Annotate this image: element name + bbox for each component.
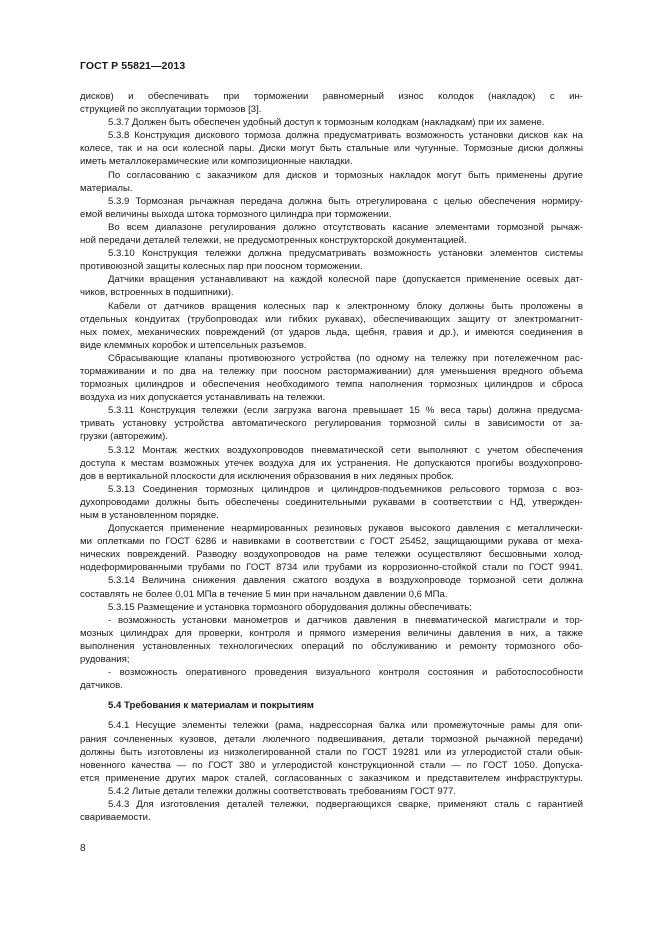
text-line: тормаживании и по два на тележку при поосном растормаживании) для уменьшения вредного объема [80, 365, 583, 377]
text-line: материалы. [80, 182, 133, 194]
text-line: свариваемости. [80, 812, 151, 824]
text-line: Кабели от датчиков вращения колесных пар к электронному блоку должны быть проложены в [108, 300, 583, 312]
text-line: 5.3.9 Тормозная рычажная передача должна быть отрегулирована с целью обеспечения нормиру- [108, 195, 583, 207]
text-line: 5.4.1 Несущие элементы тележки (рама, надрессорная балка или промежуточные рамы для опи- [108, 720, 583, 732]
text-line: 5.3.14 Величина снижения давления сжатого воздуха в воздухопроводе тормозной сети должна [108, 575, 583, 587]
text-line: составлять не более 0,01 МПа в течение 5 мин при начальном давлении 0,6 МПа. [80, 588, 448, 600]
text-line: 5.3.13 Соединения тормозных цилиндров и цилиндров-подъемников рельсового тормоза с воз- [108, 483, 583, 495]
text-line: Датчики вращения устанавливают на каждой колесной паре (допускается применение осевых дат- [108, 274, 583, 286]
text-line: - возможность оперативного проведения визуального контроля состояния и работоспособности [108, 667, 583, 679]
text-line: иметь металлокерамические или композиционные накладки. [80, 156, 353, 168]
text-line: противоюзной защиты колесных пар при поосном торможении. [80, 261, 363, 273]
text-line: 5.3.7 Должен быть обеспечен удобный доступ к тормозным колодкам (накладкам) при их замене. [108, 117, 545, 129]
text-line: Сбрасывающие клапаны противоюзного устройства (по одному на тележку при потележечном рас- [108, 352, 583, 364]
text-line: Во всем диапазоне регулирования должно отсутствовать касание элементами тормозной рычаж- [108, 221, 583, 233]
text-line: грузки (авторежим). [80, 431, 168, 443]
text-line: доступа к местам возможных утечек воздуха для их устранения. Не допускаются прогибы воздухопрово- [80, 457, 583, 469]
text-line: новенного качества — по ГОСТ 380 и углеродистой конструкционной стали — по ГОСТ 1050. Допуска- [80, 759, 583, 771]
text-line: 5.3.11 Конструкция тележки (если загрузка вагона превышает 15 % веса тары) должна предусма- [108, 405, 583, 417]
text-line: - возможность установки манометров и датчиков давления в пневматической магистрали и тор- [108, 614, 583, 626]
text-line: Допускается применение неармированных резиновых рукавов высокого давления с металлически- [108, 523, 583, 535]
text-line: 5.4.3 Для изготовления деталей тележки, подвергающихся сварке, применяют сталь с гарантией [108, 798, 583, 810]
text-line: мозных цилиндрах для проверки, контроля и прямого измерения величины давления в них, а также [80, 627, 583, 639]
text-line: нодеформированными трубами по ГОСТ 8734 или трубами из коррозионно-стойкой стали по ГОСТ 9941. [80, 562, 583, 574]
text-line: выполнения установленных технологических операций по обслуживанию и ремонту тормозного обо- [80, 640, 583, 652]
text-line: 5.3.12 Монтаж жестких воздухопроводов пневматической сети выполняют с учетом обеспечения [108, 444, 583, 456]
section-5-3-text [80, 90, 583, 692]
document-code-header: ГОСТ Р 55821—2013 [80, 60, 186, 72]
text-line: отдельных кондуитах (трубопроводах или гибких рукавах), обеспечивающих защиту от электромагнит- [80, 313, 583, 325]
text-line: струкцией по эксплуатации тормозов [3]. [80, 104, 262, 116]
text-line: По согласованию с заказчиком для дисков и тормозных накладок могут быть применены другие [108, 169, 583, 181]
text-line: емой величины выхода штока тормозного цилиндра при торможении. [80, 208, 392, 220]
text-line: 5.4.2 Литые детали тележки должны соответствовать требованиям ГОСТ 977. [108, 785, 457, 797]
text-line: 5.3.10 Конструкция тележки должна предусматривать возможность установки элементов системы [108, 248, 583, 260]
text-line: 5.3.8 Конструкция дискового тормоза должна предусматривать возможность установки дисков как на [108, 130, 583, 142]
text-line: должны быть изготовлены из низколегированной стали по ГОСТ 19281 или из углеродистой стали обык- [80, 746, 583, 758]
text-line: колесе, так и на оси колесной пары. Диски могут быть стальные или чугунные. Тормозные диски должны [80, 143, 583, 155]
text-line: духопроводами должны быть обеспечены соединительными рукавами в соответствии с НД, утвержден- [80, 496, 583, 508]
text-line: виде клеммных коробок и штепсельных разъемов. [80, 339, 307, 351]
text-line: воздуха из них допускается устанавливать на тележки. [80, 392, 326, 404]
page-number: 8 [80, 843, 86, 854]
section-5-4-text [80, 719, 583, 824]
text-line: датчиков. [80, 680, 123, 692]
text-line: ется применение других марок сталей, согласованных с заказчиком и представителем инфраструктуры. [80, 772, 583, 784]
text-line: дов в вертикальной плоскости для исключения образования в них ледяных пробок. [80, 470, 454, 482]
text-line: ных помех, механических повреждений (от ударов льда, щебня, гравия и др.), и имеются соединения в [80, 326, 583, 338]
text-line: рания сочлененных кузовов, детали люлечного подвешивания, детали тормозной рычажной передачи) [80, 733, 583, 745]
text-line: чиков, встроенных в подшипники). [80, 287, 234, 299]
text-line: тормозных цилиндров и обеспечения необходимого темпа наполнения тормозных цилиндров и сброса [80, 379, 583, 391]
section-title: 5.4 Требования к материалам и покрытиям [108, 700, 314, 712]
text-line: ной передачи деталей тележки, не предусмотренных конструкторской документацией. [80, 235, 467, 247]
text-line: тривать установку устройства автоматического регулирования тормозной силы в зависимости от за- [80, 418, 583, 430]
text-line: нических повреждений. Разводку воздухопроводов на раме тележки осуществляют бесшовными холод- [80, 549, 583, 561]
text-line: рудования; [80, 654, 130, 666]
text-line: дисков) и обеспечивать при торможении равномерный износ колодок (накладок) с ин- [80, 91, 583, 102]
text-line: ным в установленном порядке. [80, 510, 219, 521]
text-line: 5.3.15 Размещение и установка тормозного оборудования должны обеспечивать: [108, 601, 472, 613]
document-body [80, 90, 583, 824]
text-line: ми оплетками по ГОСТ 6286 и навивками в соответствии с ГОСТ 25452, защищающими рукава от меха- [80, 536, 583, 548]
